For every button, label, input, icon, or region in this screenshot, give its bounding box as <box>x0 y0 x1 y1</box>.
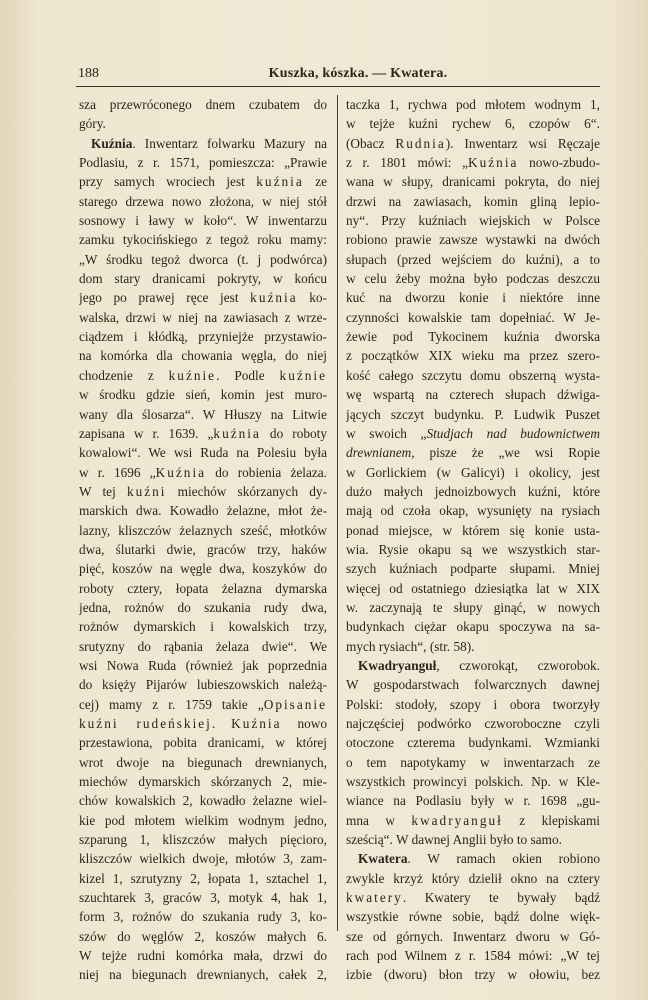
text-line <box>346 946 600 965</box>
text-run: ponad miejsce, w którem się konie usta- <box>346 522 600 538</box>
text-run: dużo małych jednoizbowych kuźni, które <box>346 483 600 499</box>
text-line <box>79 888 327 907</box>
text-line <box>346 753 600 772</box>
text-line <box>346 114 600 133</box>
text-line <box>79 559 327 578</box>
text-line <box>79 811 327 830</box>
spaced-emphasis: kuźnie <box>168 367 217 383</box>
text-line <box>346 501 600 520</box>
text-run: na komórka dla chowania węgla, do niej <box>79 348 327 364</box>
text-line <box>79 965 327 984</box>
text-run: niej na biegunach drewnianych, całek 2, <box>79 967 327 983</box>
text-line <box>79 617 327 636</box>
text-line <box>346 869 600 888</box>
entry-term: Kwadryanguł <box>358 657 437 673</box>
text-run: „W środku tegoż dworca (t. j podwórca) <box>79 251 327 267</box>
text-run: robiono prawie zawsze wystawki na dwóch <box>346 232 600 248</box>
text-run: dwa, ślutarki dwie, graców trzy, haków <box>79 541 327 557</box>
text-line <box>346 482 600 501</box>
text-run: . <box>211 716 232 731</box>
spaced-emphasis: Kuźnia <box>155 464 207 480</box>
text-line <box>346 327 600 346</box>
text-line <box>79 230 327 249</box>
text-line <box>79 269 327 288</box>
italic-title: drewnianem <box>346 445 412 461</box>
text-line <box>346 405 600 424</box>
text-line <box>346 656 600 675</box>
right-text-column <box>346 95 600 985</box>
text-run: chodzenie z <box>79 367 169 383</box>
text-run: ciądzem i kłódką, przyniejże przystawio- <box>79 329 327 345</box>
running-title: Kuszka, kószka. — Kwatera. <box>268 66 448 81</box>
text-run: lazny, kliszczów żelaznych sześć, młotków <box>79 522 327 538</box>
text-line <box>79 134 327 153</box>
text-run: kość całego szczytu domu obszerną wysta- <box>346 367 600 383</box>
text-run: wę wspartą na czterech słupach dźwiga- <box>346 387 600 403</box>
text-line <box>346 153 600 172</box>
text-line <box>79 791 327 810</box>
text-run: z r. 1801 mówi: „ <box>346 155 469 171</box>
spaced-emphasis: kwadryanguł <box>411 812 503 828</box>
text-line <box>79 656 327 675</box>
text-run: z początków XIX wieku ma przez szero- <box>346 348 600 364</box>
text-run: w. zaczynają te słupy ginąć, w nowych <box>346 599 600 615</box>
text-run: srutyzny do rąbania żelaza dwie“. We <box>79 638 327 654</box>
text-run: zamku tykocińskiego z tegoż roku mamy: <box>79 232 327 248</box>
text-line <box>79 772 327 791</box>
text-run: w tejże kuźni rychew 6, czopów 6“. <box>346 116 600 132</box>
text-run: ze <box>303 174 327 190</box>
spaced-emphasis: Kuźnia <box>468 155 519 171</box>
text-line <box>79 849 327 868</box>
text-line <box>79 733 327 752</box>
text-line <box>79 501 327 520</box>
text-run: Podlasiu, z r. 1571, pomieszcza: „Prawie <box>79 155 327 171</box>
text-run: wszystkich prowincyi polskich. Np. w Kle- <box>346 774 600 790</box>
text-run: zwykle krzyż który dzielił okno na cztery <box>346 870 600 886</box>
text-run: przy samych wrociech jest <box>79 174 257 190</box>
text-line <box>79 869 327 888</box>
text-line <box>346 772 600 791</box>
text-run: w r. 1696 „ <box>79 464 156 480</box>
text-run: kuć na dworzu konie i niektóre inne <box>346 290 600 306</box>
text-run: zapisana w r. 1639. „ <box>79 425 214 441</box>
text-line <box>346 598 600 617</box>
text-run: w Gorlickiem (w Galicyi) i okolicy, jest <box>346 464 600 480</box>
text-line <box>79 946 327 965</box>
text-run: sześcią“. W dawnej Anglii było to samo. <box>346 832 562 848</box>
text-line <box>346 385 600 404</box>
text-run: z klepiskami <box>502 812 600 828</box>
text-line <box>346 308 600 327</box>
text-line <box>79 598 327 617</box>
spaced-emphasis: kuźnia <box>213 425 261 441</box>
text-run: . W ramach okien robiono <box>407 851 600 867</box>
text-line <box>346 617 600 636</box>
text-run: rach pod Wilnem z r. 1584 mówi: „W tej <box>346 948 600 964</box>
text-line <box>79 288 327 307</box>
text-run: do robienia żelaza. <box>206 464 327 480</box>
text-line <box>79 250 327 269</box>
text-run: taczka 1, rychwa pod młotem wodnym 1, <box>346 97 600 112</box>
text-line <box>346 288 600 307</box>
text-run: otoczone czterema budynkami. Wzmianki <box>346 735 600 751</box>
text-run: najczęściej podwórko czworoboczne czyli <box>346 716 600 731</box>
spaced-emphasis: kwatery <box>346 890 403 906</box>
text-line <box>346 463 600 482</box>
text-run: do księży Pijarów lubieszowskich należą- <box>79 677 327 693</box>
text-run: nowo <box>281 716 327 731</box>
text-line <box>79 327 327 346</box>
text-run: roboty cztery, łopata żelazna dymarska <box>79 580 327 596</box>
text-line <box>79 443 327 462</box>
text-line <box>346 849 600 868</box>
spaced-emphasis: kuźni <box>126 483 167 499</box>
text-line <box>346 521 600 540</box>
entry-term: Kwatera <box>358 851 408 867</box>
text-run: ny“. Przy kuźniach wiejskich w Polsce <box>346 213 600 229</box>
text-run: drzwi na zawiasach, komin gliną lepio- <box>346 193 600 209</box>
text-run: szuchtarek 3, graców 3, motyk 4, hak 1, <box>79 890 327 906</box>
text-run: miechów skórzanych dy- <box>166 483 327 499</box>
text-line <box>346 830 600 849</box>
text-run: wrot dwoje na biegunach drewnianych, <box>79 754 327 770</box>
text-line <box>346 695 600 714</box>
text-line <box>346 366 600 385</box>
text-run: szych kuźniach podparte słupami. Mniej <box>346 561 600 577</box>
text-line <box>346 230 600 249</box>
text-run: . Podle <box>216 367 280 383</box>
text-run: sza przewróconego dnem czubatem do <box>79 97 327 112</box>
text-run: W tejże rudni komórka mała, drzwi do <box>79 948 327 964</box>
text-line <box>79 153 327 172</box>
text-run: wia. Rysie okapu są we wszystkich star- <box>346 541 600 557</box>
text-line <box>79 385 327 404</box>
text-run: walska, drzwi w niej na zawiasach z wrze- <box>79 309 327 325</box>
text-run: dom stary dranicami pokryty, w końcu <box>79 271 327 287</box>
text-run: kizel 1, szrutyzny 2, łopata 1, sztachel 1, <box>79 870 327 886</box>
text-run: marskich dwa. Kowadło żelazne, młot że- <box>79 503 327 519</box>
text-run: do roboty <box>260 425 327 441</box>
text-line <box>79 695 327 714</box>
page-number: 188 <box>78 66 99 81</box>
text-line <box>346 714 600 733</box>
text-run: mych rysiach“, (str. 58). <box>346 638 475 654</box>
text-line <box>79 579 327 598</box>
text-run: starego drzewa nowo złożona, w niej stół <box>79 193 327 209</box>
text-run: w środku gdzie sień, komin jest muro- <box>79 387 327 403</box>
text-line <box>346 907 600 926</box>
text-line <box>79 114 327 133</box>
text-line <box>346 95 600 114</box>
text-line <box>346 579 600 598</box>
text-run: czynności kowalskie tam dopełniać. W Je- <box>346 309 600 325</box>
text-line <box>79 830 327 849</box>
text-run: , pisze że „we wsi Ropie <box>411 445 600 461</box>
text-run: sosnowy i ławy w koło“. W inwentarzu <box>79 213 327 229</box>
text-line <box>79 482 327 501</box>
text-run: . Inwentarz folwarku Mazury na <box>132 135 327 151</box>
text-line <box>79 172 327 191</box>
text-run: jego po prawej ręce jest <box>79 290 251 306</box>
text-line <box>79 308 327 327</box>
text-run: budynkach ciężar okapu spoczywa na sa- <box>346 619 600 635</box>
spaced-emphasis: kuźnia <box>256 174 304 190</box>
text-line <box>79 463 327 482</box>
page-header <box>76 62 600 87</box>
text-line <box>346 269 600 288</box>
text-run: mna w <box>346 812 412 828</box>
spaced-emphasis: kuźnie <box>279 367 327 383</box>
text-run: w swoich „ <box>346 425 427 441</box>
spaced-emphasis: kuźnia <box>250 290 298 306</box>
text-run: cej) mamy z r. 1759 takie „ <box>79 696 264 712</box>
text-run: kliszczów wielkich dwoje, młotów 3, zam- <box>79 851 327 867</box>
text-line <box>346 540 600 559</box>
spaced-emphasis: Kuźnia <box>231 716 282 731</box>
text-line <box>346 211 600 230</box>
text-run: . Kwatery te bywały bądź <box>402 890 600 906</box>
text-run: wana w słupy, dranicami pokryta, do niej <box>346 174 600 190</box>
text-line <box>79 211 327 230</box>
text-line <box>79 907 327 926</box>
spaced-emphasis: Rudnia <box>395 135 446 151</box>
text-run: miechów dymarskich skórzanych 2, mie- <box>79 774 327 790</box>
left-text-column <box>79 95 327 985</box>
text-run: ko- <box>297 290 327 306</box>
text-line <box>79 714 327 733</box>
text-line <box>346 637 600 656</box>
spaced-emphasis: kuźni rudeńskiej <box>79 716 212 731</box>
entry-term: Kuźnia <box>91 135 133 151</box>
text-line <box>346 733 600 752</box>
text-run: przestawiona, pobita dranicami, w której <box>79 735 327 751</box>
text-run: w celu żeby można było podczas deszczu <box>346 271 600 287</box>
text-run: żewie pod Tykocinem kuźnia dworska <box>346 329 600 345</box>
text-run: szów do węglów 2, koszów małych 6. <box>79 928 327 944</box>
text-run: wany dla ślosarza“. W Hłuszy na Litwie <box>79 406 327 422</box>
text-line <box>346 811 600 830</box>
text-run: o tem napotykamy w inwentarzach ze <box>346 754 600 770</box>
text-run: , czworokąt, czworobok. <box>436 657 600 673</box>
text-run: wsi Nowa Ruda (również jak poprzednia <box>79 657 327 673</box>
text-run: góry. <box>79 116 106 132</box>
text-run: mają od czoła okap, wysunięty na rysiach <box>346 503 600 519</box>
text-line <box>346 443 600 462</box>
text-line <box>79 424 327 443</box>
text-line <box>346 424 600 443</box>
text-line <box>79 521 327 540</box>
text-run: W gospodarstwach folwarcznych dawnej <box>346 677 600 693</box>
text-line <box>346 888 600 907</box>
text-run: rożnów dymarskich i kowalskich trzy, <box>79 619 327 635</box>
text-run: szparung 1, kliszczów małych pięcioro, <box>79 832 327 848</box>
text-run: pięć, koszów na węgle dwa, koszyków do <box>79 561 327 577</box>
text-line <box>346 559 600 578</box>
text-run: chów kowalskich 2, kowadło żelazne wiel- <box>79 793 327 809</box>
text-line <box>79 366 327 385</box>
text-run: kowalowi“. We wsi Ruda na Polesiu była <box>79 445 327 461</box>
text-line <box>79 405 327 424</box>
text-line <box>346 675 600 694</box>
column-divider <box>337 95 338 931</box>
text-run: nowo-zbudo- <box>518 155 600 171</box>
text-run: jących szczyt budynku. P. Ludwik Puszet <box>346 406 600 422</box>
text-run: form 3, rożnów do szukania rudy 3, ko- <box>79 909 327 925</box>
text-line <box>79 192 327 211</box>
text-line <box>79 346 327 365</box>
text-line <box>79 540 327 559</box>
text-run: kie pod młotem wielkim wodnym jedno, <box>79 812 327 828</box>
text-line <box>346 927 600 946</box>
text-run: wiance na Podlasiu były w r. 1698 „gu- <box>346 793 600 809</box>
text-line <box>79 927 327 946</box>
text-run: ). Inwentarz wsi Ręczaje <box>445 135 600 151</box>
text-run: słupach (przed wejściem do kuźni), a to <box>346 251 600 267</box>
text-line <box>346 192 600 211</box>
text-line <box>79 95 327 114</box>
text-line <box>346 791 600 810</box>
text-line <box>79 675 327 694</box>
italic-title: Studjach nad budownictwem <box>426 425 600 441</box>
text-run: izbie (dworu) błon trzy w ołowiu, bez <box>346 967 600 983</box>
spaced-emphasis: Opisanie <box>263 696 327 712</box>
text-run: jedna, rożnów do szukania rudy dwa, <box>79 599 327 615</box>
text-run: wszystkie równe sobie, bądź dolne więk- <box>346 909 600 925</box>
text-run: W tej <box>79 483 127 499</box>
text-line <box>346 172 600 191</box>
text-run: więcej od ostatniego dziesiątka lat w XIX <box>346 580 600 596</box>
text-line <box>346 250 600 269</box>
text-run: (Obacz <box>346 135 396 151</box>
text-line <box>346 965 600 984</box>
text-line <box>346 134 600 153</box>
text-line <box>346 346 600 365</box>
text-line <box>79 637 327 656</box>
text-line <box>79 753 327 772</box>
text-run: Polski: stodoły, szopy i obora tworzyły <box>346 696 600 712</box>
text-run: sze od górnych. Inwentarz dworu w Gó- <box>346 928 600 944</box>
